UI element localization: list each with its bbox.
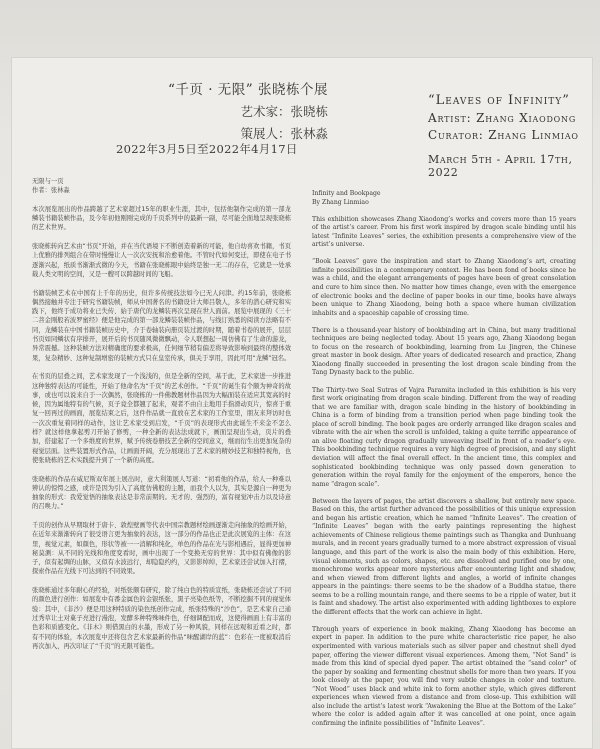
english-essay bbox=[312, 190, 576, 737]
chinese-paragraph: 张晓栋转向艺术由“书页”开始，并在当代语境下不断创造着新的可能，他自幼喜欢书籍，书页上优雅的排列组合在带时慢慢让人一次次安抚和治愈着他。不管时代如何变迁，即使在电子书逐渐兴起，纸质书渐渐式微的今天，书籍在张晓栋眼中始终是独一无二的存在，它就是一处承载人类文明的空间，又是一艘可以跨越时间的飞船。 bbox=[32, 243, 291, 278]
chinese-paragraph: 在书页的层叠之间，艺术家发现了一个浅浅的，但是全新的空间，基于此，艺术家进一步推进这种独特表达的可能性，开始了他命名为“千页”的艺术创作。“千页”的诞生有个颇为神奇的故事，或也可以说来自于一次偶然，张晓栋的一件佛教题材作品因为大幅面装在适应其宽高的时候，因为属地特有的气候，页子竟全都翘了起来，观者不由自主地用手指滑动页片，惊喜于重复一回再过的画面，展览结束之后，这件作品就一直放在艺术家的工作室里，朋友来拜访时也一次次重复着同样的动作，这让艺术家受到启发，“千页”的表现形式由此诞生不来金不怎么样？就这样他拿起剪刀开始了修剪，一种全新的表达法成就下，画面呈现出生动，页片的叠加，搭建起了一个多维度的世界，赋予传统卷册技艺全新的空间意义，继而衍生出更加复杂的视觉层面。这些装置形式作品，让画面开阔，充分展现出了艺术家的精妙技艺和独特视角，也使张晓栋的艺术实践提升到了一个新的高度。 bbox=[32, 373, 291, 464]
english-header bbox=[428, 93, 598, 179]
english-paragraph: The Thirty-two Seal Sutras of Vajra Paramita included in this exhibition is his very first work originating from dragon scale binding. Different from the way of reading that we are familiar with, dragon scale binding in the history of bookbinding in China is a form of binding from a transition period when page binding took the place of scroll binding. The book pages are orderly arranged like dragon scales and vibrate with the air when the scroll is unfolded, taking a quite terrific appearance of an alive floating curly dragon gradually unweaving itself in front of a reader’s eye. This bookbinding technique requires a very high degree of precision, and any slight deviation will affect the final overall effect. In the ancient time, this complex and sophisticated bookbinding technique was only passed down generation to generation within the royal family for the enjoyment of the emperors, hence the name “dragon scale”. bbox=[312, 386, 576, 488]
english-paragraph: Between the layers of pages, the artist discovers a shallow, but entirely new space. Based on this, the artist further advanced the possibilities of this unique expression and began his artistic creation, which he named “Infinite Leaves”. The creation of “Infinite Leaves” began with the early paintings representing the highest achievements of Chinese religious theme paintings such as Thangka and Dunhuang murals, and in recent years gradually turned to a more abstract expression of visual language, and this part of the work is also the main body of this exhibition. Here, visual elements, such as colors, shapes, etc. are dissolved and purified one by one, monochrome works appear more mysterious after encountering light and shadow, and when viewed from different lights and angles, a world of infinite changes appears in the paintings: there seems to be the shadow of a Buddha statue, there seems to be a rolling mountain range, and there seems to be a ripple of water, but it is faint and shadowy. The artist also experimented with adding lightboxes to explore the different effects that the work can achieve in light. bbox=[312, 497, 576, 616]
chinese-curator-line: 策展人：张林淼 bbox=[240, 126, 328, 141]
chinese-exhibition-title: “千页 · 无限” 张晓栋个展 bbox=[168, 82, 328, 98]
chinese-header bbox=[118, 78, 328, 142]
english-essay-title: Infinity and Bookpage bbox=[312, 190, 381, 197]
chinese-paragraph: 张晓栋通过多年耐心的经验，对纸张颇有研究，除了纯白色的特质宣纸，张晓栋还尝试了不同的颜色进行创作：如展览中有番金属色的金银纸张，黑子亮染色纸等，不断挖掘不同的视觉体验：其中，《非沙》便是用这种特质的染色纸创作完成，纸张特殊的“沙色”，是艺术家自己通过秀草让土对菓子亮进行漫泡，发酵多种特殊味件色，仔细调配而成，这使得画面上有丰富的色彩和质感变化。《非木》则借黑白的水墨，形成了另一种风貌，同样在远观和近看之时，都有不同的体验，本次展览中还将包含艺术家最新的作品“味醒湖岸的蓝”：色彩在一度被取消后再次加入，再次印证了“千页”的无限可能性。 bbox=[32, 587, 291, 650]
english-essay-author: By Zhang Linmiao bbox=[312, 198, 369, 206]
english-paragraph: This exhibition showcases Zhang Xiaodong’s works and covers more than 15 years of the artist’s career. From his first work inspired by dragon scale binding until his latest “Infinite Leaves” series, the exhibition presents a comprehensive view of the artist’s universe. bbox=[312, 215, 576, 249]
chinese-essay-title: 无限与一页 bbox=[32, 178, 64, 185]
chinese-paragraph: 书籍装帧艺术在中国有上千年的历史，但许多传统技法如今已无人问津。约15年前，张晓栋偶然接触并专注于研究书籍装帧，师从中国著名的书籍设计大师吕敬人，多年的潜心研究和实践下，他终于成功将业已失传、始于唐代的龙鳞装再次呈现在世人面前。展览中展现的《三十二菩金刚般若波罗蜜经》便是他完成的第一部龙鳞装装帧作品，与线订熟悉的阅读方法略有不同，龙鳞装在中国书籍装帧历史中，介于卷轴装向册页装过渡的时期，随着书卷的展开，层层书页如同鳞状有序排开，展开后的书页随风微微飘动，令人联想起一周仿佛有了生命的游龙，异常震撼。这种装帧方法对精确度的要求极高，任何细节稍有偏差将导致影响到最终的整体效果，复杂精妙、这种复制增密的装帧方式只在皇室传承，俱关于享用，因此可用“龙鳞”冠名。 bbox=[32, 289, 291, 362]
english-paragraph: There is a thousand-year history of bookbinding art in China, but many traditional techniques are being neglected today. About 15 years ago, Zhang Xiaodong began to focus on the research of bookbinding, learning from Lu Jingren, the Chinese great master in book design. After years of dedicated research and practice, Zhang Xiaodong finally succeeded in presenting the lost dragon scale binding from the Tang Dynasty back to the public. bbox=[312, 326, 576, 377]
chinese-paragraph: 千页的创作从早期取材于唐卡、敦煌壁画等代表中国宗教题材绘画逐渐走向抽象的绘画开始，在近年来渐渐转向了很受语言更为抽象的表达，这一部分的作品也正是此次展览的主体：在这里，视觉元素，如颜色，形状等被一一消解和纯化，单色的作品在光与影相遇后，显得更加神秘莫测：从不同的光线和角度变看时，画中出现了一个变换无穷的世界：其中似有佛像的影子，似有起绸的山脉，又似有水波远行，却隐隐约约，又影影绰绰，艺术家还尝试加入打褶，探索作品在光线下可达到的不同效果。 bbox=[32, 521, 291, 576]
chinese-artist-line: 艺术家：张晓栋 bbox=[240, 104, 328, 119]
english-exhibition-title: “Leaves of Infinity” bbox=[428, 93, 570, 108]
english-curator-line: Curator: Zhang Linmiao bbox=[428, 128, 579, 142]
english-paragraph: “Book Leaves” gave the inspiration and start to Zhang Xiaodong’s art, creating infinite possibilities in a contemporary context. He has been fond of books since he was a child, and the elegant arrangements of pages have been of great consolation and cure to him since then. No matter how times change, even with the emergence of electronic books and the decline of paper books in our time, books have always been unique to Zhang Xiaodong, being both a space where human civilization inhabits and a spaceship capable of crossing time. bbox=[312, 258, 576, 317]
chinese-paragraph: 张晓栋的作品在威尼斯双年展上展出时，意大利策展人写道：“初看他的作品，给人一种难以辨认的惊愕之感，或许是因为引入了高度仿佛般的主题，而我个人以为，其实是源自一种更为抽象的形式：我爱觉悟的抽象表达是非常前期的。无才的、强烈的，富有视觉冲击力以及诗意的召唤力。” bbox=[32, 475, 291, 511]
chinese-essay-author: 作者：张林淼 bbox=[32, 187, 70, 195]
chinese-paragraph: 本次展览展出的作品跨越了艺术家超过15年的职业生涯，其中，包括他制作完成的第一部龙鳞装书籍装帧作品，及今年初他刚刚完成的千页系列中的最新一副，尽可能全面地呈现张晓栋的艺术世界。 bbox=[32, 205, 291, 232]
chinese-essay bbox=[32, 177, 291, 660]
english-artist-line: Artist: Zhang Xiaodong bbox=[428, 111, 577, 125]
english-exhibition-dates: March 5th - April 17th, 2022 bbox=[428, 153, 573, 179]
chinese-exhibition-dates: 2022年3月5日至2022年4月17日 bbox=[116, 142, 298, 156]
english-paragraph: Through years of experience in book making, Zhang Xiaodong has become an expert in paper. In addition to the pure white characteristic rice paper, he also experimented with various materials such as silver paper and chestnut shell dyed paper, offering the viewer different visual experiences. Among them, “Not Sand” is made from this kind of special dyed paper. The artist obtained the “sand color” of the paper by soaking and fermenting chestnut shells for more than two years. If you look closely at the paper, you will find very subtle changes in color and texture. “Not Wood” uses black and white ink to form another style, which gives different experiences when viewed from a distance and from close-up. This exhibition will also include the artist’s latest work “Awakening the Blue at the Bottom of the Lake” where the color is added again after it was cancelled at one point, once again confirming the infinite possibilities of “Infinite Leaves”. bbox=[312, 625, 576, 727]
